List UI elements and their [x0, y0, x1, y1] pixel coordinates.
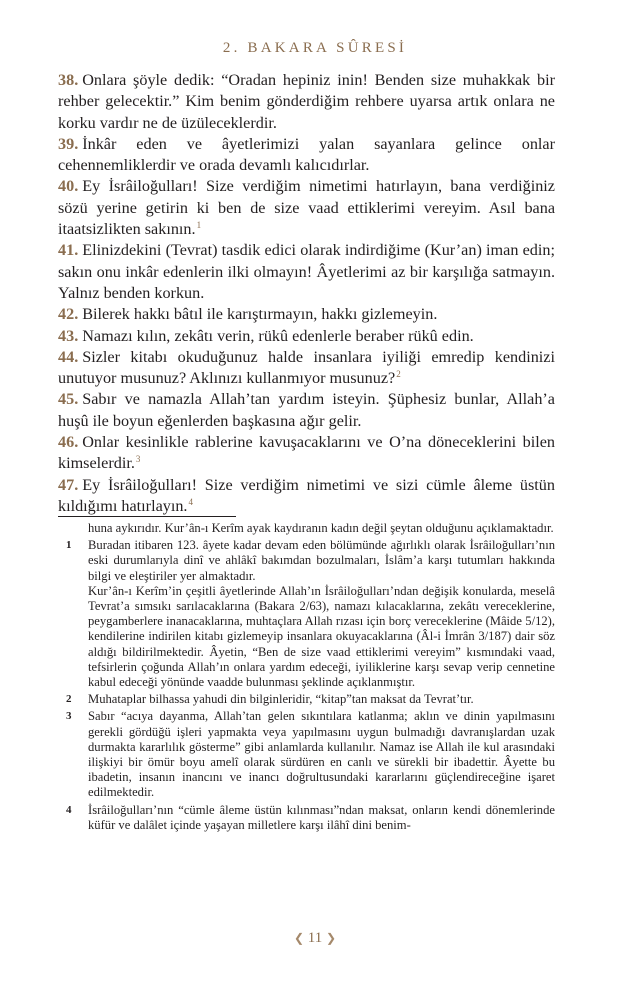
- verse: [58, 326, 555, 347]
- footnote-number: 3: [66, 710, 72, 723]
- verse-number: 41.: [58, 241, 79, 260]
- ornament-left-icon: ❮: [293, 931, 305, 945]
- footnote-paragraph: İsrâiloğulları’nın “cümle âleme üstün kılınması”ndan maksat, onların kendi dönemlerinde küfür ve dalâlet içinde yaşayan milletlere karşı ilâhî dini benim-: [88, 802, 555, 832]
- verse-number: 38.: [58, 71, 79, 89]
- footnote: [58, 709, 555, 800]
- page-footer: [0, 930, 630, 947]
- verse-text: Bilerek hakkı bâtıl ile karıştırmayın, hakkı gizlemeyin.: [82, 305, 438, 324]
- footnote-marker: 1: [196, 219, 202, 230]
- verse: [58, 347, 555, 390]
- verse: [58, 176, 555, 240]
- verse-number: 39.: [58, 134, 79, 153]
- footnote-separator: [58, 516, 236, 517]
- verse-text: Onlara şöyle dedik: “Oradan hepiniz inin! Benden size muhakkak bir rehber gelecektir.” Kim benim gönderdiğim rehbere uyarsa artık onlara ne korku vardır ne de üzüleceklerdir.: [58, 71, 555, 132]
- verse-number: 44.: [58, 347, 79, 366]
- verse-text: Sizler kitabı okuduğunuz halde insanlara iyiliği emredip kendinizi unutuyor musunuz? Aklınızı kullanmıyor musunuz?: [58, 347, 555, 388]
- footnote: [58, 538, 555, 690]
- footnote: [58, 803, 555, 833]
- footnote-marker: 2: [396, 368, 401, 379]
- verse: [58, 134, 555, 177]
- footnote-marker: 4: [188, 496, 193, 507]
- footnote: [58, 692, 555, 707]
- verse-text: Namazı kılın, zekâtı verin, rükû edenlerle beraber rükû edin.: [82, 326, 474, 345]
- verse: [58, 475, 555, 518]
- verse-number: 42.: [58, 305, 79, 324]
- verse-text: Sabır ve namazla Allah’tan yardım isteyin. Şüphesiz bunlar, Allah’a huşû ile boyun eğenlerden başkasına ağır gelir.: [58, 390, 555, 430]
- page-number: 11: [307, 930, 323, 946]
- verse-number: 43.: [58, 326, 79, 345]
- footnote: [58, 521, 555, 536]
- footnote-paragraph: Sabır “acıya dayanma, Allah’tan gelen sıkıntılara katlanma; aklın ve dinin yapılmasını gerekli gördüğü işleri yapmakta veya yapılmasını uygun bulmadığı davranışlardan uzak durmakta kararlılık gösterme” gibi anlamlarda kullanılır. Namaz ise Allah ile kul arasındaki ilişkiyi bir ömür boyu amelî olarak sürdüren en canlı ve sürekli bir ibadettir. Âyette bu ibadetin, insanın inancını ve inancı doğrultusundaki kararlarını güçlendireceğine işaret edilmektedir.: [88, 709, 555, 800]
- footnote-number: 1: [66, 539, 72, 552]
- verse: [58, 240, 555, 304]
- verse-text: İnkâr eden ve âyetlerimizi yalan sayanlara gelince onlar cehennemliklerdir ve orada devamlı kalıcıdırlar.: [58, 134, 555, 175]
- verse-block: [58, 70, 555, 517]
- verse-number: 40.: [58, 177, 79, 196]
- verse-number: 46.: [58, 433, 79, 452]
- verse-text: Onlar kesinlikle rablerine kavuşacaklarını ve O’na döneceklerini bilen kimselerdir.: [58, 433, 555, 473]
- verse-text: Ey İsrâiloğulları! Size verdiğim nimetimi ve sizi cümle âleme üstün kıldığımı hatırlayın.: [58, 475, 555, 515]
- verse-number: 45.: [58, 390, 79, 409]
- footnotes-block: [58, 521, 555, 835]
- footnote-paragraph: Buradan itibaren 123. âyete kadar devam eden bölümünde ağırlıklı olarak İsrâiloğulları’nın eski durumlarıyla dinî ve ahlâkî bakımdan bozulmaları, İslâm’a karşı tutumları hakkında bilgi ve eleştiriler yer almaktadır.: [88, 538, 555, 583]
- verse: [58, 432, 555, 475]
- verse-text: Ey İsrâiloğulları! Size verdiğim nimetimi hatırlayın, bana verdiğiniz sözü yerine getirin ki ben de size vaad ettiklerimi vereyim. Asıl bana itaatsizlikten sakının.: [58, 177, 555, 239]
- verse-number: 47.: [58, 475, 79, 494]
- running-header: 2. BAKARA SÛRESİ: [222, 40, 408, 56]
- footnote-paragraph: huna aykırıdır. Kur’ân-ı Kerîm ayak kaydıranın kadın değil şeytan olduğunu açıklamaktadır.: [88, 521, 554, 535]
- verse-text: Elinizdekini (Tevrat) tasdik edici olarak indirdiğime (Kur’an) iman edin; sakın onu inkâr edenlerin ilki olmayın! Âyetlerimi az bir karşılığa satmayın. Yalnız benden korkun.: [58, 241, 555, 302]
- verse: [58, 304, 555, 325]
- verse: [58, 389, 555, 432]
- footnote-marker: 3: [135, 453, 141, 464]
- footnote-number: 2: [66, 693, 72, 706]
- footnote-paragraph: Kur’ân-ı Kerîm’in çeşitli âyetlerinde Allah’ın İsrâiloğulları’ndan değişik konularda, meselâ Tevrat’a sımsıkı sarılacaklarına (Bakara 2/63), namazı kılacaklarına, zekâtı vereceklerine, peygamberlere inanacaklarına, muhtaçlara Allah rızası için borç vereceklerine (Mâide 5/12), kendilerine indirilen kitabı gizlemeyip insanlara okuyacaklarına (Âl-i İmrân 3/187) dair söz aldığı bildirilmektedir. Âyetin, “Ben de size vaad ettiklerimi vereyim” kısmındaki vaad, tefsirlerin çoğunda Allah’ın onlara yardım edeceği, iyiliklerine karşı sevap verip cennetine kabul edeceği yönünde vaadde bulunması şeklinde açıklanmıştır.: [88, 583, 555, 690]
- ornament-right-icon: ❯: [325, 931, 337, 945]
- footnote-number: 4: [66, 803, 72, 816]
- verse: [58, 70, 555, 134]
- footnote-paragraph: Muhataplar bilhassa yahudi din bilginleridir, “kitap”tan maksat da Tevrat’tır.: [88, 692, 474, 707]
